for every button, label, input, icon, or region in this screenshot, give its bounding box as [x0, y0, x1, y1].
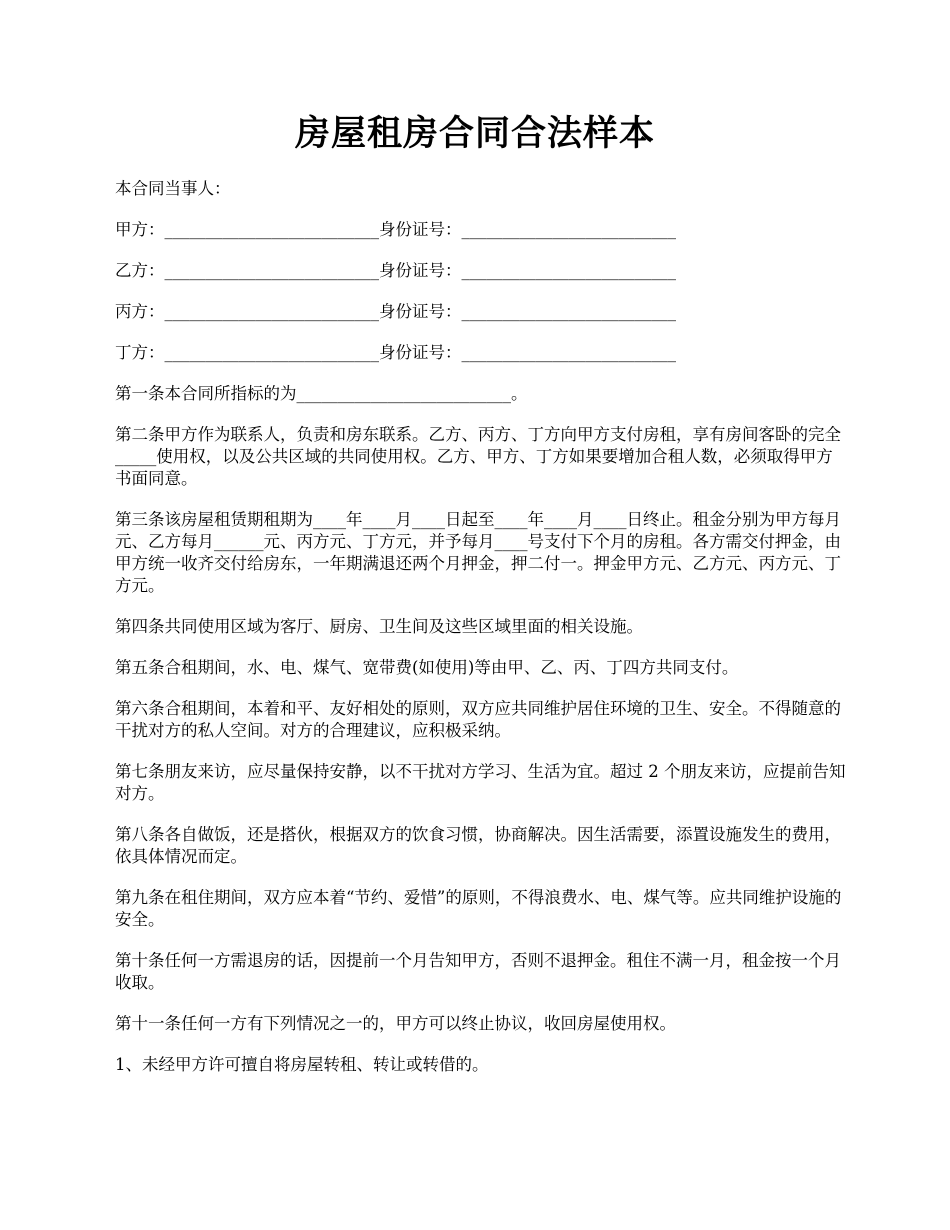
- clause-11-item-1: 1、未经甲方许可擅自将房屋转租、转让或转借的。: [115, 1055, 489, 1074]
- clause-2: 第二条甲方作为联系人，负责和房东联系。乙方、丙方、丁方向甲方支付房租，享有房间客卧的完全_____使用权，以及公共区域的共同使用权。乙方、甲方、丁方如果要增加合租人数，必须取得甲方书面同意。: [115, 425, 841, 488]
- party-c-line: 丙方：__________________________身份证号：__________________________: [115, 302, 676, 321]
- clause-11: 第十一条任何一方有下列情况之一的，甲方可以终止协议，收回房屋使用权。: [115, 1014, 676, 1033]
- clause-1: 第一条本合同所指标的为__________________________。: [115, 384, 528, 403]
- clause-10: 第十条任何一方需退房的话，因提前一个月告知甲方，否则不退押金。租住不满一月，租金按一个月收取。: [115, 951, 841, 992]
- clause-5: 第五条合租期间，水、电、煤气、宽带费(如使用)等由甲、乙、丙、丁四方共同支付。: [115, 658, 739, 677]
- document-body: [115, 178, 847, 1095]
- clause-8: 第八条各自做饭，还是搭伙，根据双方的饮食习惯，协商解决。因生活需要，添置设施发生的费用，依具体情况而定。: [115, 825, 841, 866]
- party-a-line: 甲方：__________________________身份证号：__________________________: [115, 220, 676, 239]
- party-b-line: 乙方：__________________________身份证号：__________________________: [115, 261, 676, 280]
- document-title: 房屋租房合同合法样本: [294, 113, 655, 154]
- clause-6: 第六条合租期间，本着和平、友好相处的原则，双方应共同维护居住环境的卫生、安全。不得随意的干扰对方的私人空间。对方的合理建议，应积极采纳。: [115, 699, 841, 740]
- clause-4: 第四条共同使用区域为客厅、厨房、卫生间及这些区域里面的相关设施。: [115, 617, 643, 636]
- clause-7: 第七条朋友来访，应尽量保持安静，以不干扰对方学习、生活为宜。超过 2 个朋友来访，应提前告知对方。: [115, 762, 846, 803]
- clause-9: 第九条在租住期间，双方应本着“节约、爱惜”的原则，不得浪费水、电、煤气等。应共同维护设施的安全。: [115, 888, 842, 929]
- intro-paragraph: 本合同当事人：: [115, 179, 231, 198]
- clause-3: 第三条该房屋租赁期租期为____年____月____日起至____年____月____日终止。租金分别为甲方每月元、乙方每月______元、丙方元、丁方元，并予每月____号支付下个月的房租。各方需交付押金，由甲方统一收齐交付给房东，一年期满退还两个月押金，押二付一。押金甲方元、乙方元、丙方元、丁方元。: [115, 510, 841, 595]
- party-d-line: 丁方：__________________________身份证号：__________________________: [115, 343, 676, 362]
